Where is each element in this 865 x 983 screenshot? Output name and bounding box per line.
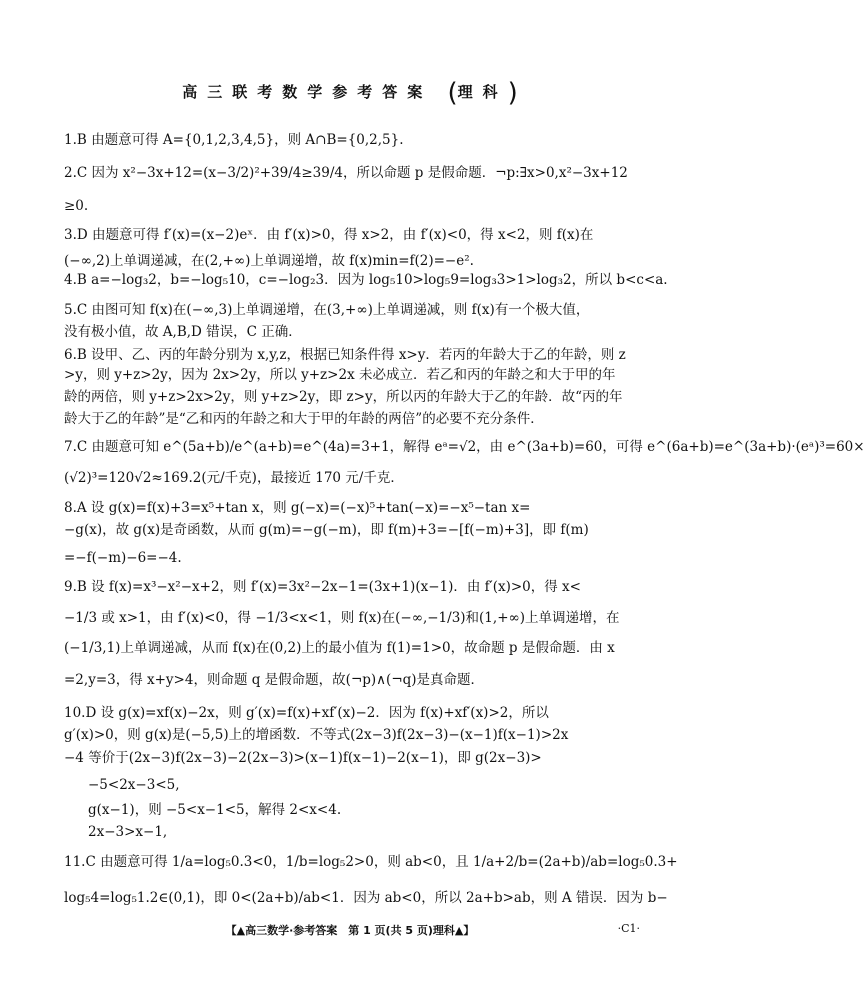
page-title <box>0 78 700 108</box>
answer-line: 7.C 由题意可知 e^(5a+b)/e^(a+b)=e^(4a)=3+1，解得 eᵃ=√2，由 e^(3a+b)=60，可得 e^(6a+b)=e^(3a+b)·(eᵃ)³=60× <box>64 439 865 455</box>
answer-line: −g(x)，故 g(x)是奇函数，从而 g(m)=−g(−m)，即 f(m)+3=−[f(−m)+3]，即 f(m) <box>64 522 589 538</box>
footer: 【▲高三数学·参考答案 第 1 页(共 5 页)理科▲】 <box>225 924 475 937</box>
answer-line: −1/3 或 x>1，由 f′(x)<0，得 −1/3<x<1，则 f(x)在(−∞,−1/3)和(1,+∞)上单调递增，在 <box>64 610 620 626</box>
answer-line: 龄大于乙的年龄”是“乙和丙的年龄之和大于甲的年龄的两倍”的必要不充分条件． <box>64 411 544 427</box>
answer-line: (√2)³=120√2≈169.2(元/千克)，最接近 170 元/千克． <box>64 470 404 486</box>
answer-line: 2x−3>x−1, <box>88 824 168 840</box>
answer-line: 5.C 由图可知 f(x)在(−∞,3)上单调递增，在(3,+∞)上单调递减，则 f(x)有一个极大值， <box>64 302 590 318</box>
title-paren-open: ( <box>447 78 458 108</box>
answer-line: 6.B 设甲、乙、丙的年龄分别为 x,y,z，根据已知条件得 x>y．若丙的年龄大于乙的年龄，则 z <box>64 347 626 363</box>
answer-line: 4.B a=−log₃2，b=−log₅10，c=−log₂3．因为 log₅10>log₅9=log₃3>1>log₃2，所以 b<c<a. <box>64 272 668 288</box>
title-subject: 理科 <box>457 83 508 101</box>
answer-line: 1.B 由题意可得 A={0,1,2,3,4,5}，则 A∩B={0,2,5}. <box>64 132 404 148</box>
answer-line: =−f(−m)−6=−4. <box>64 550 182 566</box>
answer-line: 9.B 设 f(x)=x³−x²−x+2，则 f′(x)=3x²−2x−1=(3x+1)(x−1)．由 f′(x)>0，得 x< <box>64 579 581 595</box>
answer-line: (−1/3,1)上单调递减，从而 f(x)在(0,2)上的最小值为 f(1)=1>0，故命题 p 是假命题．由 x <box>64 640 615 656</box>
answer-line: 10.D 设 g(x)=xf(x)−2x，则 g′(x)=f(x)+xf′(x)−2．因为 f(x)+xf′(x)>2，所以 <box>64 705 549 721</box>
page-number: ·C1· <box>617 922 640 935</box>
answer-line: log₅4=log₅1.2∈(0,1)，即 0<(2a+b)/ab<1．因为 ab<0，所以 2a+b>ab，则 A 错误．因为 b− <box>64 890 668 906</box>
answer-line: 没有极小值，故 A,B,D 错误，C 正确． <box>64 324 302 340</box>
answer-line: g′(x)>0，则 g(x)是(−5,5)上的增函数．不等式(2x−3)f(2x−3)−(x−1)f(x−1)>2x <box>64 727 569 743</box>
answer-line: 8.A 设 g(x)=f(x)+3=x⁵+tan x，则 g(−x)=(−x)⁵+tan(−x)=−x⁵−tan x= <box>64 500 531 516</box>
title-paren-close: ) <box>507 78 518 108</box>
answer-line: >y，则 y+z>2y，因为 2x>2y，所以 y+z>2x 未必成立．若乙和丙的年龄之和大于甲的年 <box>64 367 616 383</box>
answer-line: =2,y=3，得 x+y>4，则命题 q 是假命题，故(¬p)∧(¬q)是真命题． <box>64 672 485 688</box>
answer-line: −4 等价于(2x−3)f(2x−3)−2(2x−3)>(x−1)f(x−1)−2(x−1)，即 g(2x−3)> <box>64 750 542 766</box>
answer-line: 11.C 由题意可得 1/a=log₅0.3<0，1/b=log₅2>0，则 ab<0，且 1/a+2/b=(2a+b)/ab=log₅0.3+ <box>64 854 678 870</box>
answer-line: (−∞,2)上单调递减，在(2,+∞)上单调递增，故 f(x)min=f(2)=−e². <box>64 253 474 269</box>
answer-line: 2.C 因为 x²−3x+12=(x−3/2)²+39/4≥39/4，所以命题 p 是假命题．¬p:∃x>0,x²−3x+12 <box>64 165 628 181</box>
answer-line: 龄的两倍，则 y+z>2x>2y，则 y+z>2y，即 z>y，所以丙的年龄大于乙的年龄．故“丙的年 <box>64 389 623 405</box>
answer-line: ≥0. <box>64 198 89 214</box>
title-text: 高三联考数学参考答案 <box>182 83 433 101</box>
answer-line: 3.D 由题意可得 f′(x)=(x−2)eˣ．由 f′(x)>0，得 x>2，由 f′(x)<0，得 x<2，则 f(x)在 <box>64 227 594 243</box>
answer-line: −5<2x−3<5, <box>88 777 180 793</box>
answer-line: g(x−1)，则 −5<x−1<5，解得 2<x<4. <box>88 802 342 818</box>
